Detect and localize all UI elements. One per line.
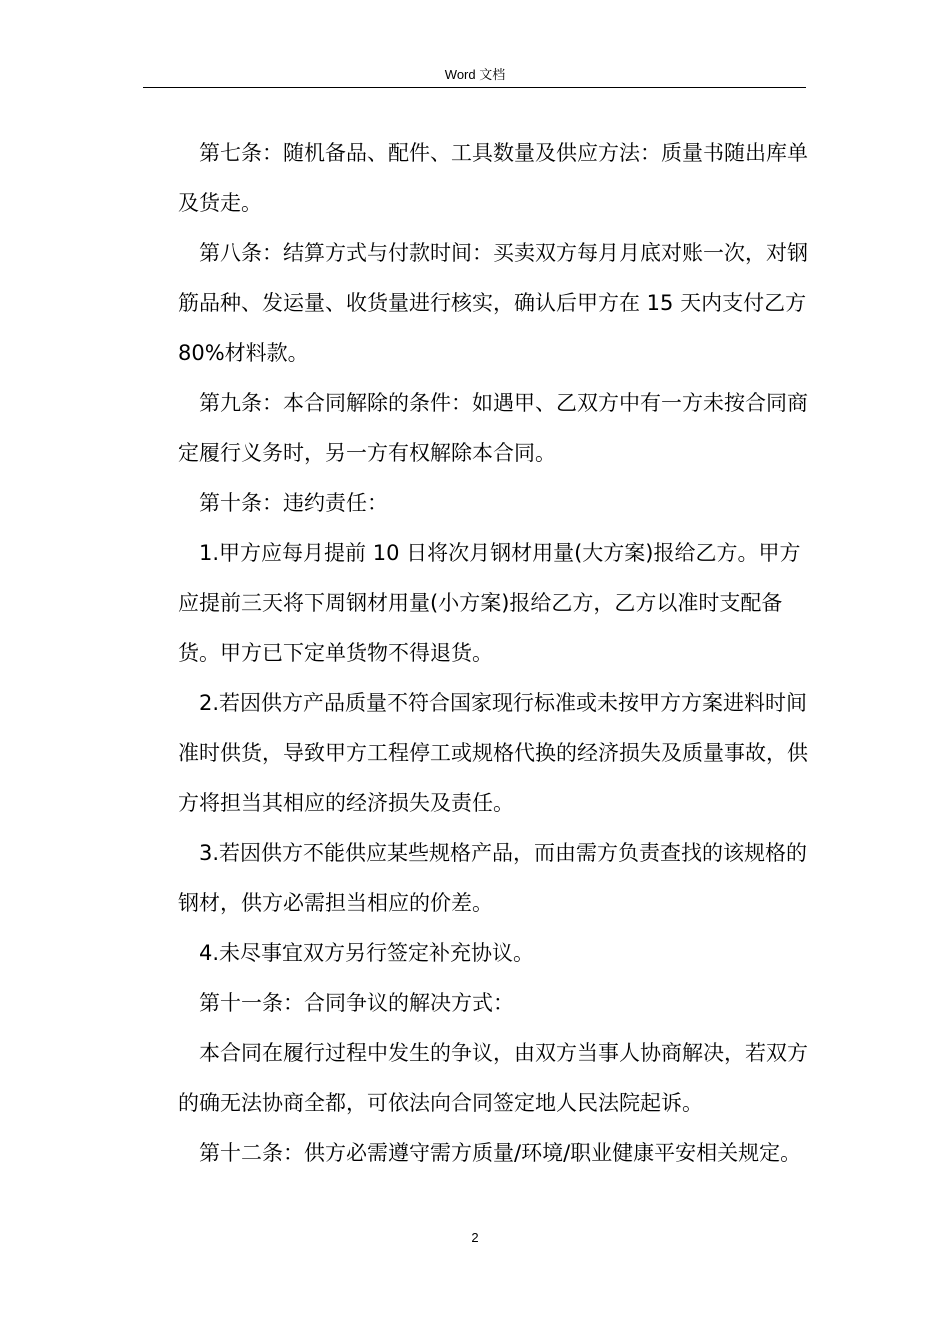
paragraph-dispute-resolution: 本合同在履行过程中发生的争议，由双方当事人协商解决，若双方的确无法协商全都，可依法向合同签定地人民法院起诉。 [178, 1041, 808, 1115]
paragraph-article-8: 第八条：结算方式与付款时间：买卖双方每月月底对账一次，对钢筋品种、发运量、收货量进行核实，确认后甲方在 15 天内支付乙方 80%材料款。 [178, 241, 808, 365]
paragraph-article-11: 第十一条：合同争议的解决方式： [199, 991, 514, 1015]
header-divider [143, 87, 806, 88]
paragraph-item-4: 4.未尽事宜双方另行签定补充协议。 [199, 941, 535, 965]
paragraph-item-2: 2.若因供方产品质量不符合国家现行标准或未按甲方方案进料时间准时供货，导致甲方工程停工或规格代换的经济损失及质量事故，供方将担当其相应的经济损失及责任。 [178, 691, 808, 815]
paragraph-article-7: 第七条：随机备品、配件、工具数量及供应方法：质量书随出库单及货走。 [178, 141, 808, 215]
paragraph-article-10: 第十条：违约责任： [199, 491, 388, 515]
paragraph-article-9: 第九条：本合同解除的条件：如遇甲、乙双方中有一方未按合同商定履行义务时，另一方有权解除本合同。 [178, 391, 808, 465]
paragraph-article-12: 第十二条：供方必需遵守需方质量/环境/职业健康平安相关规定。 [199, 1141, 802, 1165]
paragraph-item-1: 1.甲方应每月提前 10 日将次月钢材用量(大方案)报给乙方。甲方应提前三天将下周钢材用量(小方案)报给乙方，乙方以准时支配备货。甲方已下定单货物不得退货。 [178, 541, 801, 665]
paragraph-item-3: 3.若因供方不能供应某些规格产品，而由需方负责查找的该规格的钢材，供方必需担当相应的价差。 [178, 841, 808, 915]
page-number: 2 [471, 1230, 479, 1245]
page-header-title: Word 文档 [444, 67, 506, 82]
document-body [178, 128, 810, 1178]
